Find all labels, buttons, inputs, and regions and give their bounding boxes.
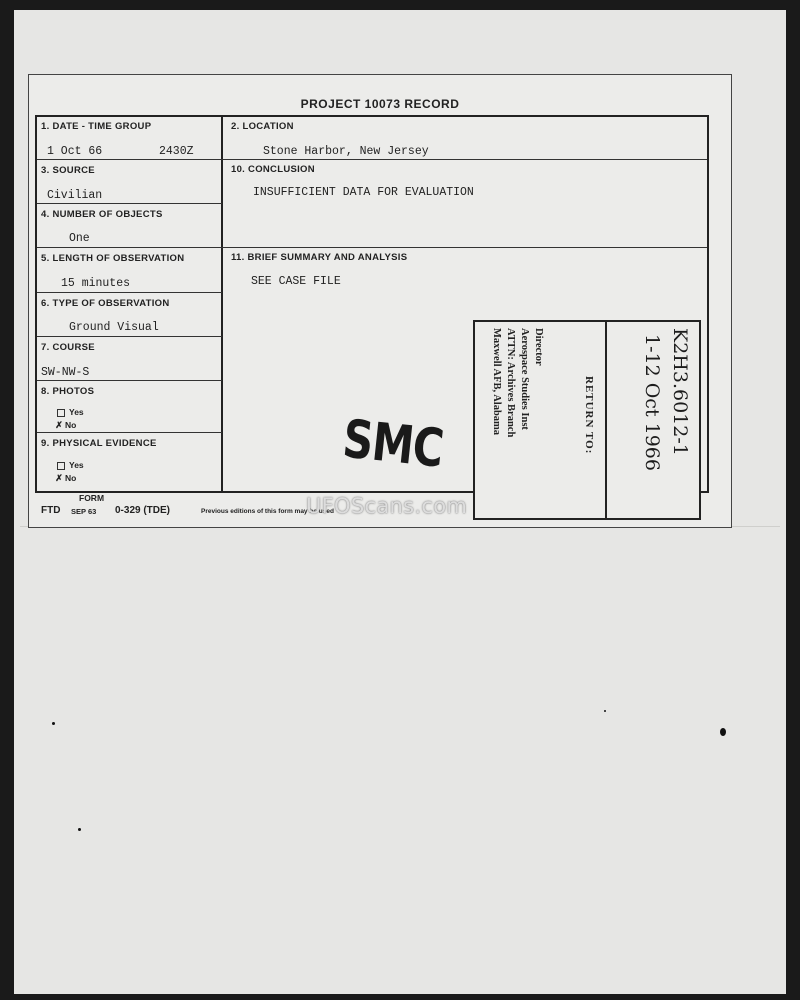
evidence-yes-label: Yes	[69, 460, 84, 470]
project-record-form	[28, 74, 732, 528]
time-value: 2430Z	[159, 145, 194, 158]
return-to-label: RETURN TO:	[583, 376, 595, 455]
row-divider	[37, 203, 222, 204]
photos-no-label: No	[65, 420, 77, 430]
photos-no-option	[55, 420, 76, 431]
checkbox-empty-icon	[57, 462, 65, 470]
stamp-line-address: Maxwell AFB, Alabama	[491, 328, 502, 436]
conclusion-value: INSUFFICIENT DATA FOR EVALUATION	[253, 186, 474, 199]
photos-yes-label: Yes	[69, 407, 84, 417]
scan-speck	[52, 722, 55, 725]
course-label: 7. COURSE	[41, 342, 95, 353]
stamp-line-institute: Aerospace Studies Inst	[519, 328, 530, 430]
row-divider	[37, 336, 222, 337]
location-value: Stone Harbor, New Jersey	[263, 145, 429, 158]
location-label: 2. LOCATION	[231, 121, 294, 132]
checkbox-checked-icon: ✗	[55, 473, 63, 484]
length-of-observation-value: 15 minutes	[61, 277, 131, 290]
date-time-group-label: 1. DATE - TIME GROUP	[41, 121, 152, 132]
stamp-divider	[605, 322, 607, 518]
row-divider	[37, 247, 707, 248]
stamp-line-attn: ATTN: Archives Branch	[505, 328, 516, 438]
row-divider	[37, 159, 707, 160]
summary-label: 11. BRIEF SUMMARY AND ANALYSIS	[231, 252, 408, 263]
photos-yes-option	[57, 407, 84, 417]
handwritten-date-range: 1-12 Oct 1966	[641, 334, 663, 471]
footer-date-code: SEP 63	[71, 507, 97, 516]
form-grid	[35, 115, 709, 493]
handwritten-file-number: K2H3.6012-1	[669, 328, 691, 456]
evidence-no-option	[55, 473, 76, 484]
number-of-objects-label: 4. NUMBER OF OBJECTS	[41, 209, 163, 220]
footer-form-number: 0-329 (TDE)	[115, 505, 171, 516]
conclusion-label: 10. CONCLUSION	[231, 164, 315, 175]
scan-speck	[604, 710, 606, 712]
return-address-stamp	[473, 320, 701, 520]
type-of-observation-label: 6. TYPE OF OBSERVATION	[41, 298, 170, 309]
checkbox-empty-icon	[57, 409, 65, 417]
watermark: UFOScans.com	[306, 494, 468, 518]
scan-speck	[720, 728, 726, 736]
physical-evidence-label: 9. PHYSICAL EVIDENCE	[41, 438, 157, 449]
source-value: Civilian	[47, 189, 103, 202]
course-value: SW-NW-S	[41, 366, 90, 379]
form-title: PROJECT 10073 RECORD	[300, 97, 460, 111]
stamp-line-director: Director	[533, 328, 544, 366]
row-divider	[37, 432, 222, 433]
column-divider	[221, 117, 223, 491]
evidence-no-label: No	[65, 473, 77, 483]
row-divider	[37, 380, 222, 381]
footer-note: Previous editions of this form may be used	[201, 508, 334, 515]
length-of-observation-label: 5. LENGTH OF OBSERVATION	[41, 253, 185, 264]
summary-value: SEE CASE FILE	[251, 275, 341, 288]
source-label: 3. SOURCE	[41, 165, 95, 176]
row-divider	[37, 292, 222, 293]
footer-ftd: FTD	[41, 505, 61, 516]
smc-stamp: SMC	[340, 407, 446, 480]
footer-form-label: FORM	[79, 493, 105, 503]
number-of-objects-value: One	[69, 232, 90, 245]
date-value: 1 Oct 66	[47, 145, 103, 158]
checkbox-checked-icon: ✗	[55, 420, 63, 431]
evidence-yes-option	[57, 460, 84, 470]
photos-label: 8. PHOTOS	[41, 386, 95, 397]
type-of-observation-value: Ground Visual	[69, 321, 159, 334]
scan-speck	[78, 828, 81, 831]
